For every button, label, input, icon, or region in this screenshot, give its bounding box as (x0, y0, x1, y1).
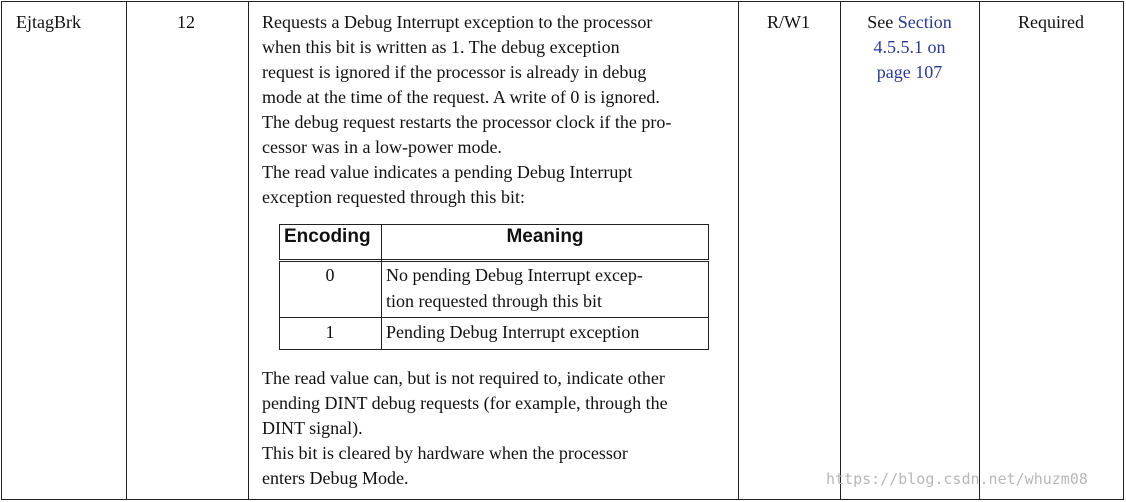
field-bits: 12 (177, 12, 195, 32)
field-name: EjtagBrk (16, 12, 81, 32)
description-line: cessor was in a low-power mode. (262, 137, 502, 157)
meaning-value: Pending Debug Interrupt exception (386, 322, 640, 342)
encoding-value: 0 (325, 265, 335, 285)
meaning-header: Meaning (506, 226, 584, 247)
description-line: pending DINT debug requests (for example, through the (262, 393, 668, 413)
description-line: request is ignored if the processor is already in debug (262, 62, 647, 82)
section-link[interactable]: Section (897, 12, 952, 32)
description-line: when this bit is written as 1. The debug exception (262, 37, 620, 57)
field-description-continued (262, 366, 732, 491)
column-divider (979, 2, 980, 499)
description-line: The read value indicates a pending Debug Interrupt (262, 162, 633, 182)
field-description (262, 10, 732, 210)
column-divider (738, 2, 739, 499)
reset-see-label: See (867, 12, 898, 32)
description-line: The read value can, but is not required to, indicate other (262, 368, 665, 388)
meaning-line: tion requested through this bit (386, 291, 602, 311)
section-link[interactable]: 4.5.5.1 on (873, 37, 946, 57)
meaning-line: No pending Debug Interrupt excep- (386, 265, 643, 285)
column-divider (248, 2, 249, 499)
page-link[interactable]: page 107 (876, 62, 943, 82)
watermark-text: https://blog.csdn.net/whuzm08 (826, 470, 1088, 488)
description-line: exception requested through this bit: (262, 187, 525, 207)
description-line: DINT signal). (262, 418, 363, 438)
meaning-value (386, 262, 643, 314)
description-line: The debug request restarts the processor clock if the pro- (262, 112, 672, 132)
description-line: enters Debug Mode. (262, 468, 409, 488)
encoding-value: 1 (325, 322, 335, 342)
description-line: Requests a Debug Interrupt exception to the processor (262, 12, 653, 32)
column-divider (126, 2, 127, 499)
description-line: mode at the time of the request. A write of 0 is ignored. (262, 87, 660, 107)
encoding-table (279, 224, 709, 350)
description-line: This bit is cleared by hardware when the processor (262, 443, 628, 463)
field-reset-state (840, 10, 979, 85)
field-compliance: Required (1018, 12, 1084, 32)
field-read-write: R/W1 (767, 12, 810, 32)
encoding-header: Encoding (284, 226, 371, 247)
